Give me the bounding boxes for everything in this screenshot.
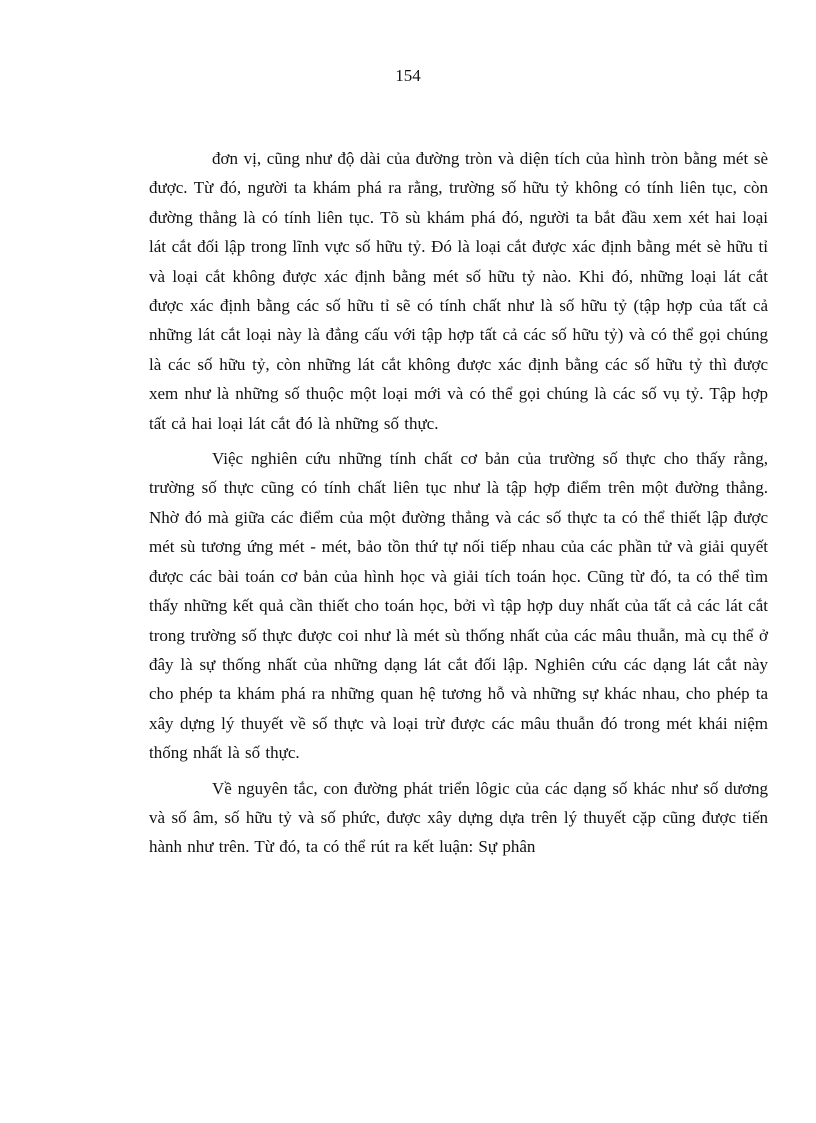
paragraph-2: Việc nghiên cứu những tính chất cơ bản của trường số thực cho thấy rằng, trường số thực cũng có tính chất liên tục như là tập hợp điểm trên một đường thẳng. Nhờ đó mà giữa các điểm của một đường thẳng và các số thực ta có thể thiết lập được mét sù tương ứng mét - mét, bảo tồn thứ tự nối tiếp nhau của các phần tử và giải quyết được các bài toán cơ bản của hình học và giải tích toán học. Cũng từ đó, ta có thể tìm thấy những kết quả cần thiết cho toán học, bởi vì tập hợp duy nhất của tất cả các lát cắt trong trường số thực được coi như là mét sù thống nhất của các mâu thuẫn, mà cụ thể ở đây là sự thống nhất của những dạng lát cắt đối lập. Nghiên cứu các dạng lát cắt này cho phép ta khám phá ra những quan hệ tương hỗ và những sự khác nhau, cho phép ta xây dựng lý thuyết về số thực và loại trừ được các mâu thuẫn đó trong mét khái niệm thống nhất là số thực. xyxy=(149,449,768,763)
page-number: 154 xyxy=(395,66,421,85)
paragraph-3: Về nguyên tắc, con đường phát triển lôgic của các dạng số khác như số dương và số âm, số hữu tỷ và số phức, được xây dựng dựa trên lý thuyết cặp cũng được tiến hành như trên. Từ đó, ta có thể rút ra kết luận: Sự phân xyxy=(149,778,768,857)
paragraph-1: đơn vị, cũng như độ dài của đường tròn và diện tích của hình tròn bằng mét sè được. Từ đó, người ta khám phá ra rằng, trường số hữu tỷ không có tính liên tục, còn đường thẳng là có tính liên tục. Tõ sù khám phá đó, người ta bắt đầu xem xét hai loại lát cắt đối lập trong lĩnh vực số hữu tỷ. Đó là loại cắt được xác định bằng mét sè hữu tỉ và loại cắt không được xác định bằng mét số hữu tỷ nào. Khi đó, những loại lát cắt được xác định bằng các số hữu tỉ sẽ có tính chất như là số hữu tỷ (tập hợp của tất cả những lát cắt loại này là đẳng cấu với tập hợp tất cả các số hữu tỷ) và có thể gọi chúng là các số hữu tỷ, còn những lát cắt không được xác định bằng các số hữu tỷ thì được xem như là những số thuộc một loại mới và có thể gọi chúng là các số vụ tỷ. Tập hợp tất cả hai loại lát cắt đó là những số thực. xyxy=(149,149,768,433)
body-text xyxy=(149,144,768,868)
